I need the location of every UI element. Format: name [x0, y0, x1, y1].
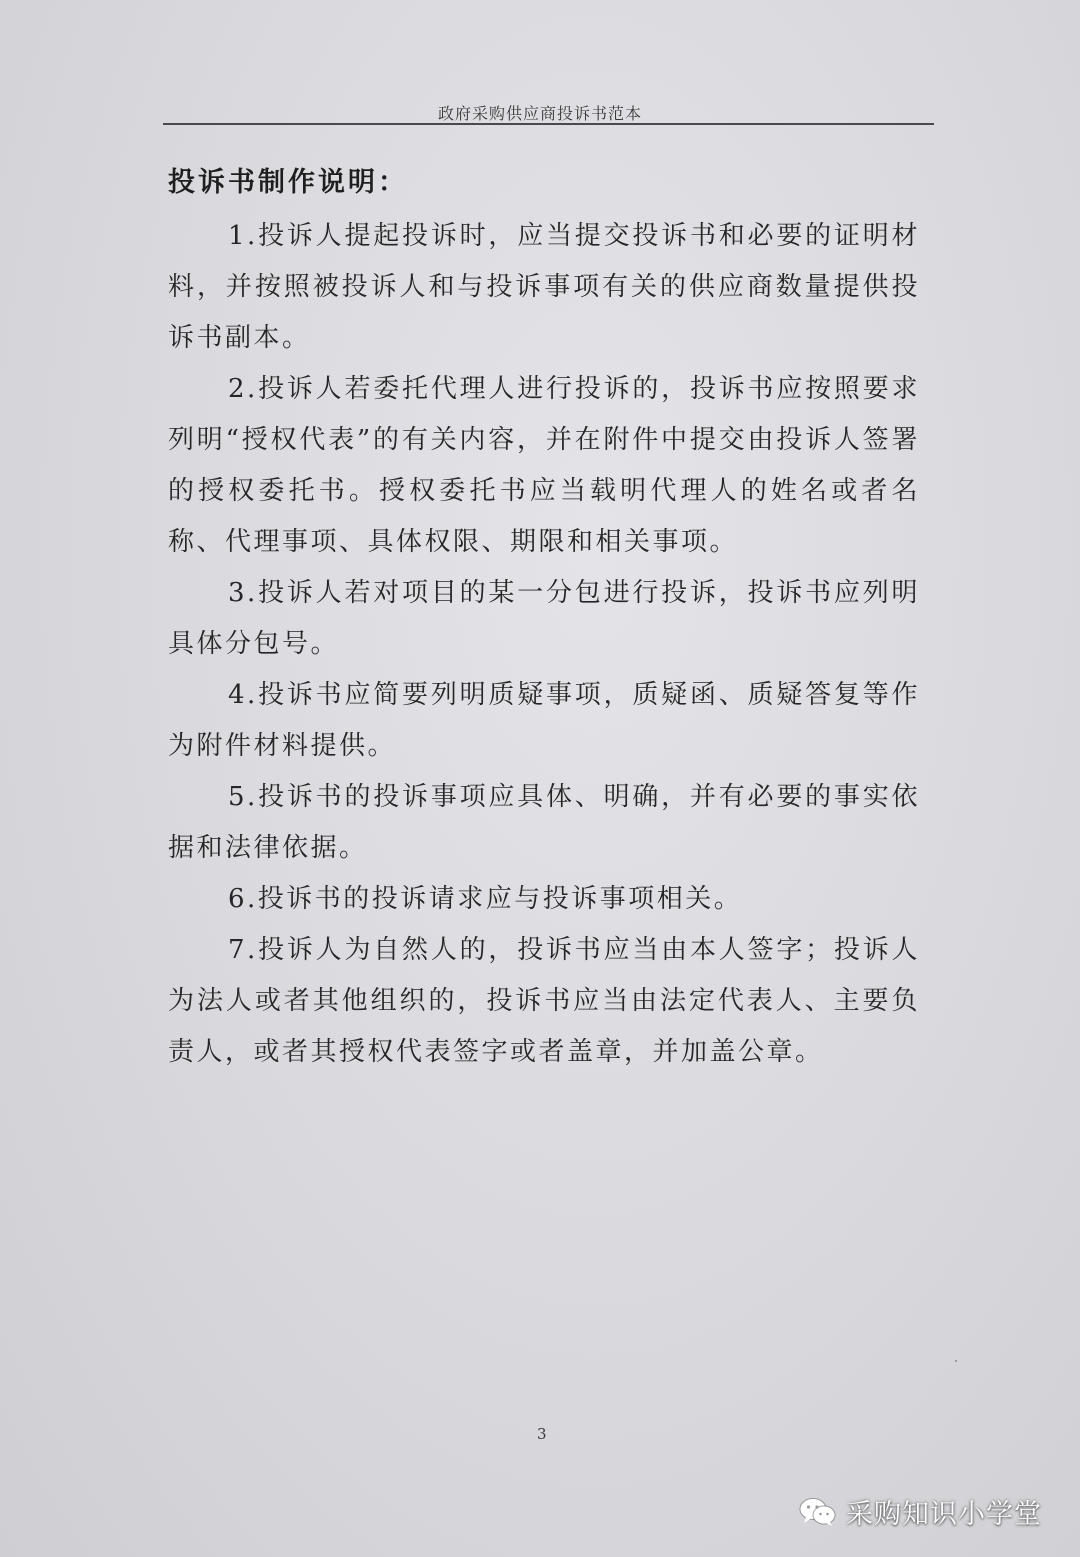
instruction-item-4: 4.投诉书应简要列明质疑事项，质疑函、质疑答复等作为附件材料提供。: [168, 680, 920, 761]
instruction-list: [168, 211, 920, 1078]
instruction-item-6: 6.投诉书的投诉请求应与投诉事项相关。: [228, 884, 743, 914]
paper-speck: [955, 1360, 957, 1362]
running-header: 政府采购供应商投诉书范本: [437, 104, 642, 123]
header-rule: [163, 123, 934, 125]
instruction-item-1: 1.投诉人提起投诉时，应当提交投诉书和必要的证明材料，并按照被投诉人和与投诉事项有关的供应商数量提供投诉书副本。: [168, 221, 920, 353]
instruction-item-5: 5.投诉书的投诉事项应具体、明确，并有必要的事实依据和法律依据。: [168, 782, 920, 863]
wechat-icon: [798, 1497, 838, 1527]
section-heading: 投诉书制作说明：: [168, 167, 408, 198]
watermark: [798, 1492, 1042, 1531]
instruction-item-2: 2.投诉人若委托代理人进行投诉的，投诉书应按照要求列明“授权代表”的有关内容，并在附件中提交由投诉人签署的授权委托书。授权委托书应当载明代理人的姓名或者名称、代理事项、具体权限、期限和相关事项。: [168, 374, 920, 557]
page-number: 3: [537, 1425, 547, 1443]
instruction-item-3: 3.投诉人若对项目的某一分包进行投诉，投诉书应列明具体分包号。: [168, 578, 920, 659]
watermark-text: 采购知识小学堂: [846, 1499, 1042, 1530]
instruction-item-7: 7.投诉人为自然人的，投诉书应当由本人签字；投诉人为法人或者其他组织的，投诉书应当由法定代表人、主要负责人，或者其授权代表签字或者盖章，并加盖公章。: [168, 935, 920, 1067]
